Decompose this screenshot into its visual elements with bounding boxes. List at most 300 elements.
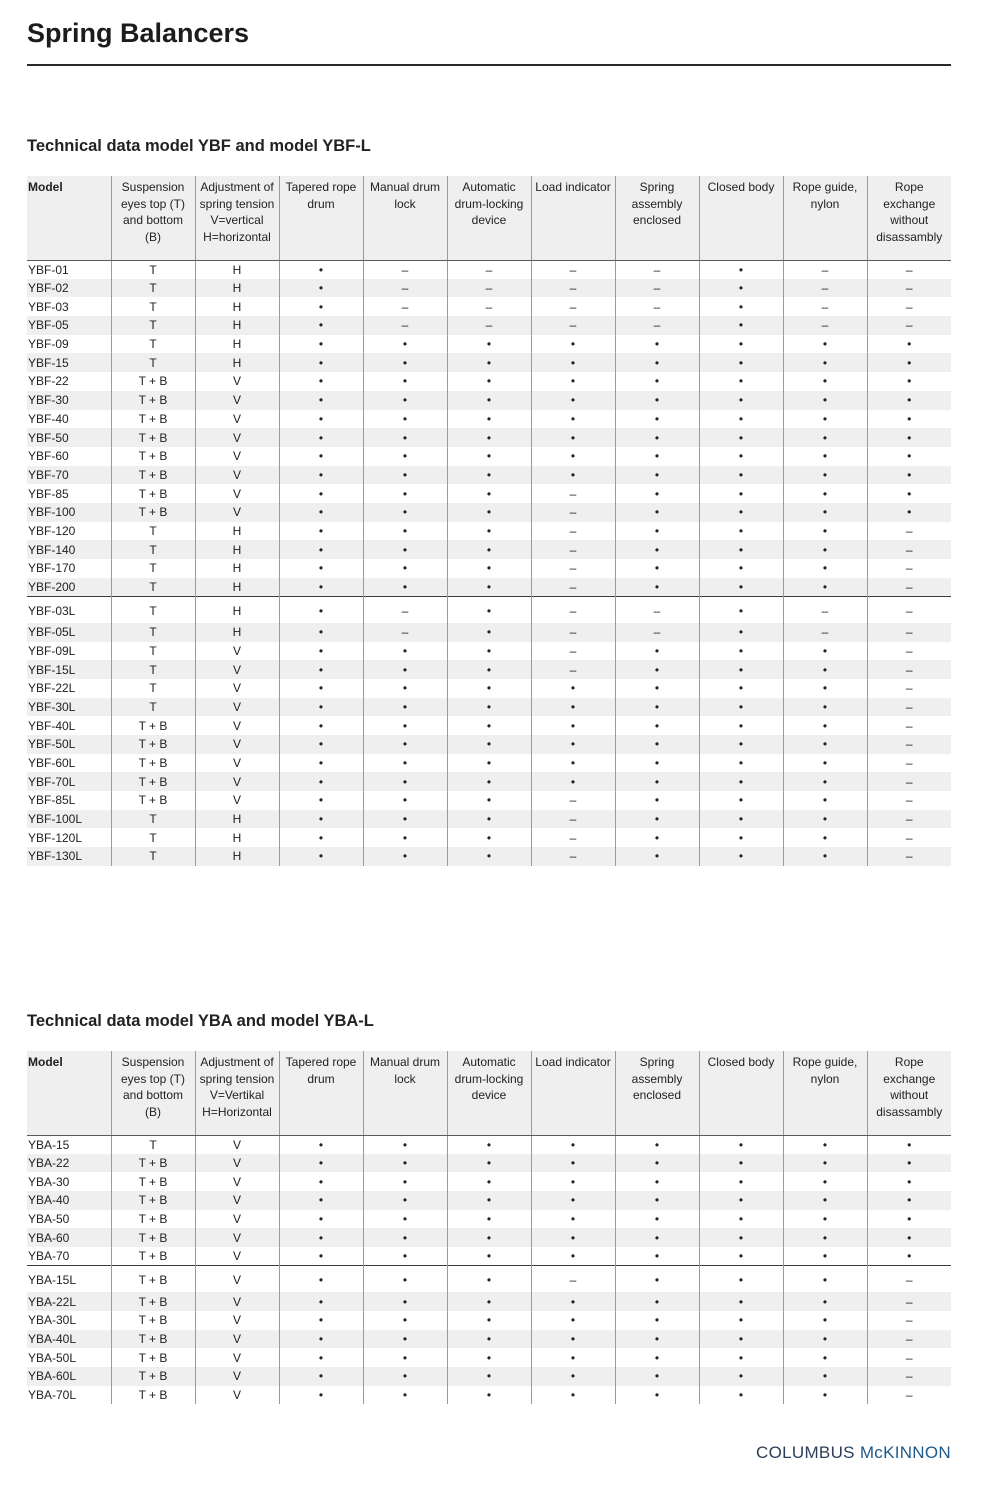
spec-cell: – (867, 679, 951, 698)
spec-cell: – (783, 260, 867, 279)
table-row (27, 522, 951, 541)
model-cell: YBF-05L (27, 623, 111, 642)
spec-cell: • (783, 1367, 867, 1386)
spec-cell: • (279, 1191, 363, 1210)
table-row (27, 810, 951, 829)
spec-cell: – (867, 279, 951, 298)
spec-cell: T + B (111, 484, 195, 503)
spec-cell: V (195, 1172, 279, 1191)
spec-cell: T + B (111, 1210, 195, 1229)
spec-cell: • (867, 1228, 951, 1247)
spec-cell: • (363, 828, 447, 847)
spec-cell: T (111, 698, 195, 717)
spec-cell: • (279, 1172, 363, 1191)
spec-cell: • (783, 828, 867, 847)
spec-cell: T (111, 828, 195, 847)
spec-cell: • (447, 810, 531, 829)
spec-cell: • (447, 596, 531, 623)
spec-cell: • (447, 1292, 531, 1311)
spec-cell: • (363, 1172, 447, 1191)
spec-cell: • (447, 540, 531, 559)
spec-cell: • (531, 428, 615, 447)
table-row (27, 754, 951, 773)
spec-cell: • (363, 1330, 447, 1349)
spec-cell: H (195, 353, 279, 372)
spec-cell: V (195, 1367, 279, 1386)
table-row (27, 372, 951, 391)
spec-cell: • (783, 754, 867, 773)
spec-cell: T + B (111, 1247, 195, 1266)
spec-cell: – (867, 540, 951, 559)
spec-cell: • (783, 335, 867, 354)
spec-cell: – (867, 623, 951, 642)
column-header: Closed body (699, 1051, 783, 1135)
spec-cell: • (867, 1172, 951, 1191)
spec-cell: • (447, 578, 531, 597)
spec-cell: • (783, 410, 867, 429)
spec-cell: – (531, 522, 615, 541)
spec-cell: • (279, 660, 363, 679)
table-row (27, 772, 951, 791)
page-title: Spring Balancers (27, 18, 250, 48)
spec-cell: • (699, 1386, 783, 1405)
spec-cell: • (783, 484, 867, 503)
spec-cell: H (195, 522, 279, 541)
spec-cell: H (195, 540, 279, 559)
spec-cell: T (111, 522, 195, 541)
spec-cell: • (615, 1172, 699, 1191)
column-header: Spring assembly enclosed (615, 176, 699, 260)
model-cell: YBA-15 (28, 1137, 70, 1152)
spec-cell: • (699, 716, 783, 735)
spec-cell: • (867, 353, 951, 372)
spec-cell: – (867, 716, 951, 735)
spec-cell: • (363, 847, 447, 866)
spec-cell: – (783, 297, 867, 316)
spec-cell: • (363, 484, 447, 503)
spec-cell: – (447, 316, 531, 335)
table-row (27, 316, 951, 335)
spec-cell: • (699, 522, 783, 541)
spec-cell: • (447, 660, 531, 679)
spec-cell: • (867, 503, 951, 522)
spec-cell: – (867, 791, 951, 810)
spec-cell: • (279, 410, 363, 429)
spec-cell: • (615, 1311, 699, 1330)
model-cell: YBF-60 (28, 449, 69, 464)
spec-cell: – (531, 791, 615, 810)
model-cell: YBF-30 (27, 391, 111, 410)
spec-cell: • (699, 1154, 783, 1173)
spec-cell: • (783, 1135, 867, 1154)
spec-cell: • (363, 698, 447, 717)
spec-cell: • (783, 1292, 867, 1311)
column-header: Automatic drum-locking device (447, 1051, 531, 1135)
spec-cell: • (699, 428, 783, 447)
spec-cell: T + B (111, 772, 195, 791)
table-row (27, 279, 951, 298)
column-header: Rope guide, nylon (783, 176, 867, 260)
spec-cell: T (111, 847, 195, 866)
spec-cell: – (867, 297, 951, 316)
spec-cell: • (279, 522, 363, 541)
spec-cell: T + B (111, 1191, 195, 1210)
spec-cell: • (699, 447, 783, 466)
spec-cell: • (699, 466, 783, 485)
spec-cell: • (615, 559, 699, 578)
spec-cell: • (447, 679, 531, 698)
spec-cell: • (531, 391, 615, 410)
spec-cell: • (363, 1154, 447, 1173)
table-row (27, 791, 951, 810)
spec-cell: • (363, 791, 447, 810)
spec-cell: • (699, 484, 783, 503)
spec-cell: – (783, 316, 867, 335)
spec-cell: • (279, 1247, 363, 1266)
spec-cell: V (195, 642, 279, 661)
model-cell: YBF-03 (28, 299, 69, 314)
spec-cell: – (867, 660, 951, 679)
model-cell: YBF-22 (28, 374, 69, 389)
spec-cell: • (615, 1266, 699, 1293)
spec-cell: – (447, 260, 531, 279)
table-row (27, 353, 951, 372)
spec-cell: • (531, 716, 615, 735)
spec-cell: T (111, 540, 195, 559)
spec-cell: • (447, 335, 531, 354)
column-header: Tapered rope drum (279, 176, 363, 260)
table-row (27, 660, 951, 679)
spec-cell: • (447, 503, 531, 522)
spec-cell: – (867, 1266, 951, 1293)
model-cell: YBA-70 (28, 1249, 70, 1264)
spec-cell: • (279, 466, 363, 485)
table-row (27, 260, 951, 279)
table-row (27, 1247, 951, 1266)
model-cell: YBF-200 (27, 578, 111, 597)
spec-cell: • (699, 642, 783, 661)
model-cell: YBF-100 (27, 503, 111, 522)
spec-cell: • (783, 540, 867, 559)
spec-cell: • (279, 335, 363, 354)
spec-cell: H (195, 279, 279, 298)
spec-cell: – (867, 1367, 951, 1386)
spec-cell: • (363, 1210, 447, 1229)
spec-cell: • (867, 1191, 951, 1210)
spec-cell: • (363, 335, 447, 354)
spec-cell: T + B (111, 428, 195, 447)
spec-cell: • (363, 372, 447, 391)
spec-cell: • (279, 1210, 363, 1229)
column-header: Load indicator (531, 1051, 615, 1135)
spec-cell: – (531, 503, 615, 522)
spec-cell: • (363, 503, 447, 522)
ybf-l-models (27, 596, 951, 865)
spec-cell: • (363, 1311, 447, 1330)
spec-cell: T + B (111, 716, 195, 735)
spec-cell: – (867, 1330, 951, 1349)
spec-cell: • (783, 1266, 867, 1293)
spec-cell: • (279, 828, 363, 847)
spec-cell: • (363, 716, 447, 735)
spec-cell: – (867, 1292, 951, 1311)
model-cell: YBA-60 (27, 1228, 111, 1247)
spec-cell: • (531, 698, 615, 717)
spec-cell: • (783, 772, 867, 791)
spec-cell: • (531, 1330, 615, 1349)
spec-cell: V (195, 1266, 279, 1293)
model-cell: YBF-40L (27, 716, 111, 735)
column-header: Manual drum lock (363, 176, 447, 260)
spec-cell: T (111, 316, 195, 335)
spec-cell: • (447, 828, 531, 847)
spec-cell: – (447, 279, 531, 298)
spec-cell: • (699, 1247, 783, 1266)
spec-cell: • (447, 353, 531, 372)
spec-cell: • (783, 503, 867, 522)
spec-cell: V (195, 410, 279, 429)
spec-cell: • (363, 410, 447, 429)
spec-cell: H (195, 335, 279, 354)
title-divider (27, 64, 951, 66)
model-cell: YBF-120L (27, 828, 111, 847)
table-row (27, 716, 951, 735)
spec-cell: • (867, 484, 951, 503)
spec-cell: • (699, 279, 783, 298)
spec-cell: – (867, 596, 951, 623)
table-row (27, 1172, 951, 1191)
model-cell: YBF-15 (27, 353, 111, 372)
spec-cell: • (447, 410, 531, 429)
spec-cell: T (111, 260, 195, 279)
spec-cell: T + B (111, 1154, 195, 1173)
spec-cell: T (111, 660, 195, 679)
spec-cell: • (615, 353, 699, 372)
table-row (27, 540, 951, 559)
spec-cell: • (615, 391, 699, 410)
spec-cell: • (447, 522, 531, 541)
spec-cell: H (195, 810, 279, 829)
spec-cell: • (783, 428, 867, 447)
model-cell: YBA-40L (27, 1330, 111, 1349)
column-header: Model (27, 176, 111, 260)
spec-cell: H (195, 847, 279, 866)
spec-cell: – (867, 828, 951, 847)
spec-cell: T + B (111, 1386, 195, 1405)
spec-cell: – (531, 623, 615, 642)
spec-cell: H (195, 578, 279, 597)
spec-cell: • (699, 810, 783, 829)
spec-cell: • (783, 522, 867, 541)
spec-cell: V (195, 1311, 279, 1330)
spec-cell: • (699, 559, 783, 578)
spec-cell: • (531, 335, 615, 354)
table-row (27, 428, 951, 447)
spec-cell: • (615, 1228, 699, 1247)
spec-cell: • (447, 1367, 531, 1386)
spec-cell: T + B (111, 735, 195, 754)
spec-cell: • (615, 660, 699, 679)
table-row (27, 1228, 951, 1247)
spec-cell: • (699, 1292, 783, 1311)
spec-cell: • (699, 1210, 783, 1229)
model-cell: YBF-170 (28, 561, 76, 576)
yba-data-table (27, 1051, 951, 1404)
spec-cell: • (279, 297, 363, 316)
spec-cell: T + B (111, 1348, 195, 1367)
model-cell: YBA-50 (28, 1212, 70, 1227)
spec-cell: • (615, 372, 699, 391)
spec-cell: • (867, 410, 951, 429)
spec-cell: • (783, 679, 867, 698)
spec-cell: T (111, 335, 195, 354)
spec-cell: V (195, 1135, 279, 1154)
spec-cell: • (447, 1228, 531, 1247)
spec-cell: H (195, 559, 279, 578)
spec-cell: T (111, 642, 195, 661)
spec-cell: • (447, 754, 531, 773)
spec-cell: H (195, 828, 279, 847)
spec-cell: T + B (111, 503, 195, 522)
spec-cell: • (279, 503, 363, 522)
ybf-section-title: Technical data model YBF and model YBF-L (27, 137, 371, 155)
spec-cell: • (447, 735, 531, 754)
spec-cell: • (447, 1135, 531, 1154)
spec-cell: • (279, 772, 363, 791)
spec-cell: • (615, 828, 699, 847)
spec-cell: • (699, 1228, 783, 1247)
spec-cell: • (783, 1191, 867, 1210)
table-row (27, 1292, 951, 1311)
spec-cell: • (363, 578, 447, 597)
table-row (27, 1266, 951, 1293)
spec-cell: • (447, 1330, 531, 1349)
table-row (27, 847, 951, 866)
table-row (27, 642, 951, 661)
spec-cell: • (615, 716, 699, 735)
model-cell: YBF-50 (27, 428, 111, 447)
spec-cell: • (783, 791, 867, 810)
spec-cell: • (447, 447, 531, 466)
table-row (27, 679, 951, 698)
table-row (27, 1154, 951, 1173)
spec-cell: • (279, 1135, 363, 1154)
model-cell: YBF-60L (27, 754, 111, 773)
spec-cell: • (615, 772, 699, 791)
spec-cell: T (111, 1135, 195, 1154)
table-row (27, 1191, 951, 1210)
table-row (27, 1367, 951, 1386)
spec-cell: V (195, 698, 279, 717)
spec-cell: • (363, 772, 447, 791)
spec-cell: • (279, 679, 363, 698)
spec-cell: • (783, 372, 867, 391)
spec-cell: • (615, 578, 699, 597)
model-cell: YBF-50L (27, 735, 111, 754)
spec-cell: T + B (111, 391, 195, 410)
spec-cell: • (615, 1330, 699, 1349)
model-cell: YBF-85 (28, 486, 69, 501)
spec-cell: T (111, 596, 195, 623)
spec-cell: – (615, 596, 699, 623)
spec-cell: • (783, 660, 867, 679)
spec-cell: • (783, 1386, 867, 1405)
spec-cell: • (447, 623, 531, 642)
spec-cell: T + B (111, 791, 195, 810)
spec-cell: • (699, 353, 783, 372)
spec-cell: – (867, 847, 951, 866)
spec-cell: V (195, 391, 279, 410)
spec-cell: T + B (111, 1367, 195, 1386)
spec-cell: • (699, 1348, 783, 1367)
model-cell: YBF-09 (28, 337, 69, 352)
spec-cell: • (531, 1135, 615, 1154)
spec-cell: • (363, 810, 447, 829)
spec-cell: – (363, 596, 447, 623)
spec-cell: • (699, 1367, 783, 1386)
spec-cell: T (111, 297, 195, 316)
spec-cell: • (279, 260, 363, 279)
spec-cell: • (363, 1292, 447, 1311)
spec-cell: • (615, 1348, 699, 1367)
model-cell: YBF-85L (27, 791, 111, 810)
spec-cell: • (531, 1154, 615, 1173)
spec-cell: • (615, 735, 699, 754)
spec-cell: – (867, 735, 951, 754)
model-cell: YBF-05 (27, 316, 111, 335)
spec-cell: • (615, 522, 699, 541)
spec-cell: • (783, 735, 867, 754)
table-row (27, 698, 951, 717)
spec-cell: • (615, 335, 699, 354)
table-row (27, 503, 951, 522)
model-cell: YBA-40 (27, 1191, 111, 1210)
spec-cell: • (783, 1247, 867, 1266)
table-row (27, 578, 951, 597)
spec-cell: V (195, 484, 279, 503)
spec-cell: • (531, 1172, 615, 1191)
model-cell: YBF-15L (27, 660, 111, 679)
spec-cell: • (615, 679, 699, 698)
spec-cell: • (615, 447, 699, 466)
spec-cell: • (363, 540, 447, 559)
spec-cell: • (699, 1266, 783, 1293)
spec-cell: • (363, 1247, 447, 1266)
spec-cell: T (111, 559, 195, 578)
spec-cell: – (867, 642, 951, 661)
spec-cell: • (279, 847, 363, 866)
spec-cell: • (615, 1135, 699, 1154)
spec-cell: • (447, 1386, 531, 1405)
spec-cell: • (783, 698, 867, 717)
spec-cell: • (615, 1386, 699, 1405)
yba-header-row (27, 1051, 951, 1135)
spec-cell: • (699, 1191, 783, 1210)
spec-cell: • (615, 1210, 699, 1229)
spec-cell: • (447, 772, 531, 791)
model-cell: YBF-03L (27, 596, 111, 623)
spec-cell: • (783, 1311, 867, 1330)
model-cell: YBF-30L (27, 698, 111, 717)
table-row (27, 1210, 951, 1229)
spec-cell: T (111, 810, 195, 829)
spec-cell: • (699, 1311, 783, 1330)
spec-cell: • (783, 1172, 867, 1191)
spec-cell: • (699, 1330, 783, 1349)
spec-cell: – (531, 540, 615, 559)
spec-cell: • (447, 847, 531, 866)
spec-cell: – (363, 260, 447, 279)
